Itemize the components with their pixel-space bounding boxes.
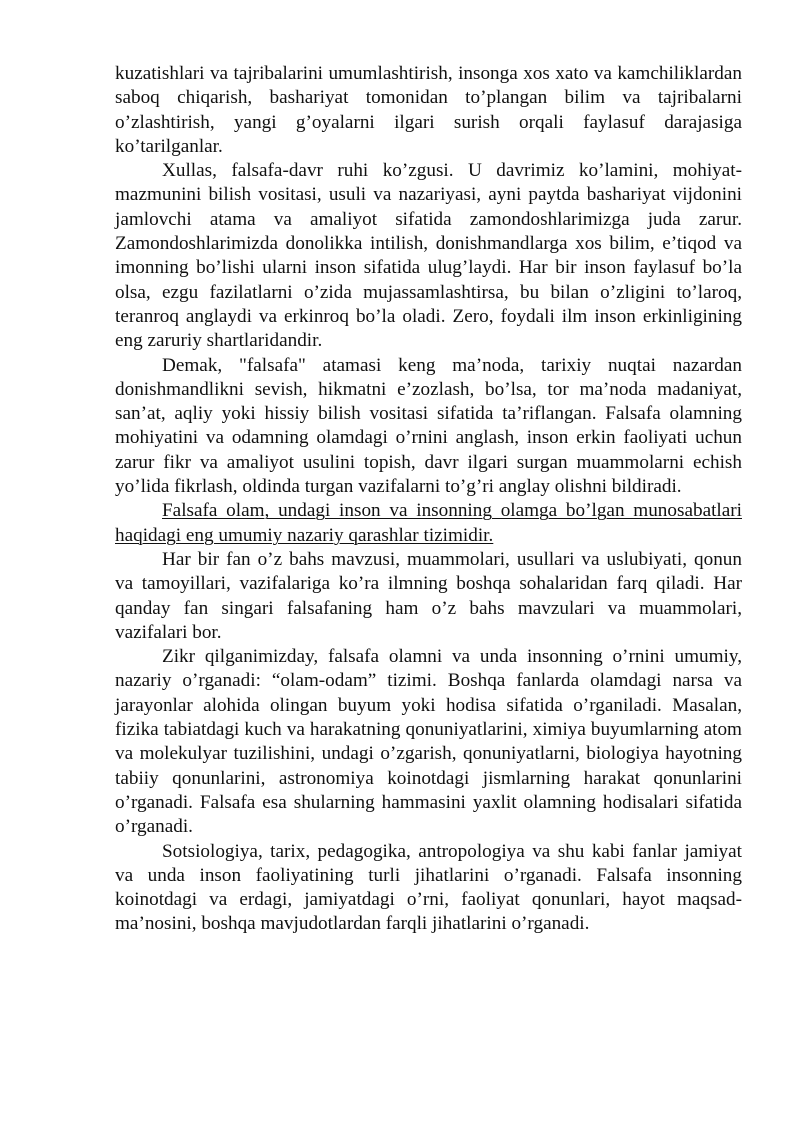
paragraph-falsafa-atamasi: Demak, "falsafa" atamasi keng ma’noda, tarixiy nuqtai nazardan donishmandlikni sevish, hikmatni e’zozlash, bo’lsa, tor ma’noda madaniyat, san’at, aqliy yoki hissiy bilish vositasi sifatida ta’riflangan. Falsafa olamning mohiyatini va odamning olamdagi o’rnini anglash, inson erkin faoliyati uchun zarur fikr va amaliyot usulini topish, davr ilgari surgan muammolarni echish yo’lida fikrlash, oldinda turgan vazifalarni to’g’ri anglay olishni bildiradi.: [115, 354, 742, 498]
paragraph-ijtimoiy-fanlar: Sotsiologiya, tarix, pedagogika, antropologiya va shu kabi fanlar jamiyat va unda inson faoliyatining turli jihatlarini o’rganadi. Falsafa insonning koinotdagi va erdagi, jamiyatdagi o’rni, faoliyat qonunlari, hayot maqsad-ma’nosini, boshqa mavjudotlardan farqli jihatlarini o’rganadi.: [115, 840, 742, 935]
paragraph-continuation: kuzatishlari va tajribalarini umumlashtirish, insonga xos xato va kamchiliklardan saboq chiqarish, bashariyat tomonidan to’plangan bilim va tajribalarni o’zlashtirish, yangi g’oyalarni ilgari surish orqali faylasuf darajasiga ko’tarilganlar.: [115, 63, 742, 157]
paragraph-definition-underlined: Falsafa olam, undagi inson va insonning olamga bo’lgan munosabatlari haqidagi eng umumiy nazariy qarashlar tizimidir.: [115, 500, 742, 546]
paragraph-olam-odam-tizimi: Zikr qilganimizday, falsafa olamni va unda insonning o’rnini umumiy, nazariy o’rganadi: “olam-odam” tizimi. Boshqa fanlarda olamdagi narsa va jarayonlar alohida olingan buyum yoki hodisa sifatida o’rganiladi. Masalan, fizika tabiatdagi kuch va harakatning qonuniyatlarini, ximiya buyumlarning atom va molekulyar tuzilishini, undagi o’zgarish, qonuniyatlarni, biologiya hayotning tabiiy qonunlarini, astronomiya koinotdagi jismlarning harakat qonunlarini o’rganadi. Falsafa esa shularning hammasini yaxlit olamning hodisalari sifatida o’rganadi.: [115, 646, 742, 838]
paragraph-fan-bahs-mavzusi: Har bir fan o’z bahs mavzusi, muammolari, usullari va uslubiyati, qonun va tamoyillari, vazifalariga ko’ra ilmning boshqa sohalaridan farq qiladi. Har qanday fan singari falsafaning ham o’z bahs mavzulari va muammolari, vazifalari bor.: [115, 548, 742, 643]
paragraph-falsafa-davr-ruhi: Xullas, falsafa-davr ruhi ko’zgusi. U davrimiz ko’lamini, mohiyat-mazmunini bilish vositasi, usuli va nazariyasi, ayni paytda bashariyat vijdonini jamlovchi atama va amaliyot sifatida zamondoshlarimizga juda zarur. Zamondoshlarimizda donolikka intilish, donishmandlarga xos bilim, e’tiqod va imonning bo’lishi ularni inson sifatida ulug’laydi. Har bir inson faylasuf bo’la olsa, ezgu fazilatlarni o’zida mujassamlashtirsa, bu bilan o’zligini to’laroq, teranroq anglaydi va erkinroq bo’la oladi. Zero, foydali ilm inson erkinligining eng zaruriy shartlaridandir.: [115, 160, 742, 352]
document-page: [115, 62, 742, 937]
